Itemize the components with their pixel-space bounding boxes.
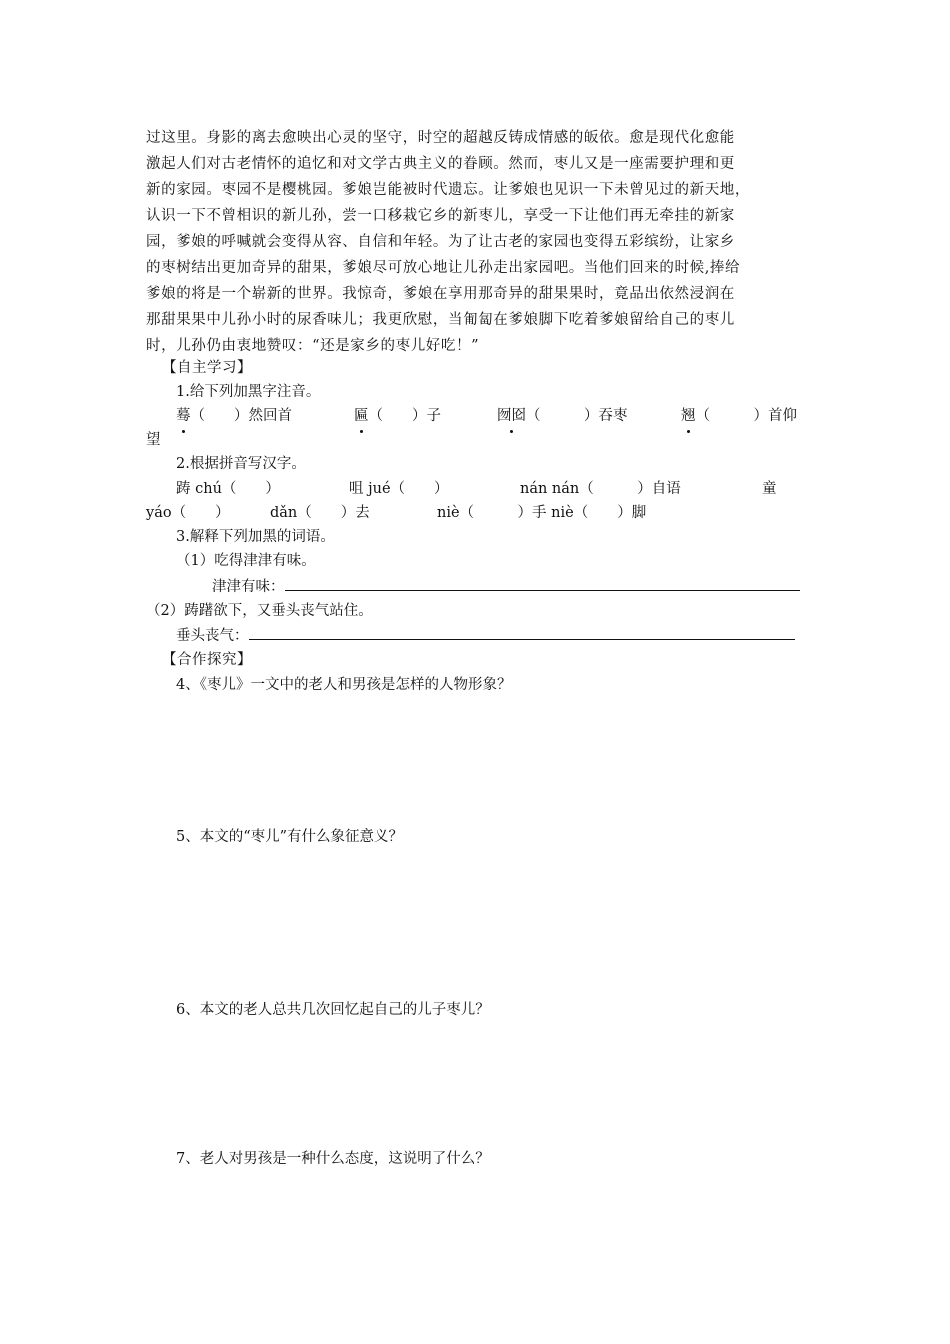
q3-label: 3.解释下列加黑的词语。 xyxy=(176,529,335,545)
q1-item-text: （ ）子 xyxy=(368,408,441,424)
passage-line: 那甜果果中儿孙小时的尿香味儿；我更欣慰，当匍匐在爹娘脚下吃着爹娘留给自己的枣儿 xyxy=(146,312,735,328)
passage-line: 激起人们对古老情怀的追忆和对文学古典主义的眷顾。然而，枣儿又是一座需要护理和更 xyxy=(146,156,735,172)
q2-item: nán nán（ ）自语 xyxy=(520,481,681,497)
q1-item xyxy=(354,404,441,428)
q3-sub1: （1）吃得津津有味。 xyxy=(176,553,316,569)
q1-label: 1.给下列加黑字注音。 xyxy=(176,384,321,400)
self-study-heading: 【自主学习】 xyxy=(162,360,252,376)
q1-item xyxy=(681,404,797,428)
q1-item-text: （ ）首仰 xyxy=(695,408,797,424)
passage-line: 时，儿孙仍由衷地赞叹：“还是家乡的枣儿好吃！” xyxy=(146,338,480,354)
question-5: 5、本文的“枣儿”有什么象征意义？ xyxy=(176,829,404,845)
dotted-char: 蓦 xyxy=(176,404,191,428)
dotted-char: 囫囵 xyxy=(497,404,526,428)
q2-item: 童 xyxy=(762,481,777,497)
q2-item: 踌 chú（ ） xyxy=(176,481,280,497)
passage-line: 过这里。身影的离去愈映出心灵的坚守，时空的超越反铸成情感的皈依。愈是现代化愈能 xyxy=(146,130,735,146)
passage-line: 园，爹娘的呼喊就会变得从容、自信和年轻。为了让古老的家园也变得五彩缤纷，让家乡 xyxy=(146,234,735,250)
passage-line: 爹娘的将是一个崭新的世界。我惊奇，爹娘在享用那奇异的甜果果时，竟品出依然浸润在 xyxy=(146,286,735,302)
q2-label: 2.根据拼音写汉字。 xyxy=(176,456,306,472)
cooperative-heading: 【合作探究】 xyxy=(162,652,252,668)
dotted-char: 匾 xyxy=(354,404,369,428)
q3-sub2: （2）踌躇欲下，又垂头丧气站住。 xyxy=(146,603,373,619)
passage-line: 新的家园。枣园不是樱桃园。爹娘岂能被时代遗忘。让爹娘也见识一下未曾见过的新天地， xyxy=(146,182,750,198)
question-6: 6、本文的老人总共几次回忆起自己的儿子枣儿？ xyxy=(176,1002,490,1018)
dotted-char: 翘 xyxy=(681,404,696,428)
question-7: 7、老人对男孩是一种什么态度，这说明了什么？ xyxy=(176,1151,490,1167)
q1-item-text: （ ）吞枣 xyxy=(526,408,628,424)
q1-item xyxy=(497,404,628,428)
answer-blank[interactable] xyxy=(285,576,800,591)
q3-answer-row xyxy=(212,575,800,599)
q2-item: dǎn（ ）去 xyxy=(270,505,370,521)
q1-item xyxy=(176,404,292,428)
passage-line: 认识一下不曾相识的新儿孙，尝一口移栽它乡的新枣儿，享受一下让他们再无牵挂的新家 xyxy=(146,208,735,224)
passage-line: 的枣树结出更加奇异的甜果，爹娘尽可放心地让儿孙走出家园吧。当他们回来的时候,捧给 xyxy=(146,260,741,276)
q1-item-text: （ ）然回首 xyxy=(190,408,292,424)
q2-item: niè（ ）手 niè（ ）脚 xyxy=(437,505,647,521)
q3-answer-row xyxy=(176,624,795,648)
question-4: 4、《枣儿》一文中的老人和男孩是怎样的人物形象？ xyxy=(176,677,512,693)
q2-item: yáo（ ） xyxy=(146,505,230,521)
q3-term2: 垂头丧气： xyxy=(176,628,249,644)
q2-item: 咀 jué（ ） xyxy=(349,481,449,497)
answer-blank[interactable] xyxy=(249,625,795,640)
q1-wrap: 望 xyxy=(146,432,161,448)
q3-term1: 津津有味： xyxy=(212,579,285,595)
